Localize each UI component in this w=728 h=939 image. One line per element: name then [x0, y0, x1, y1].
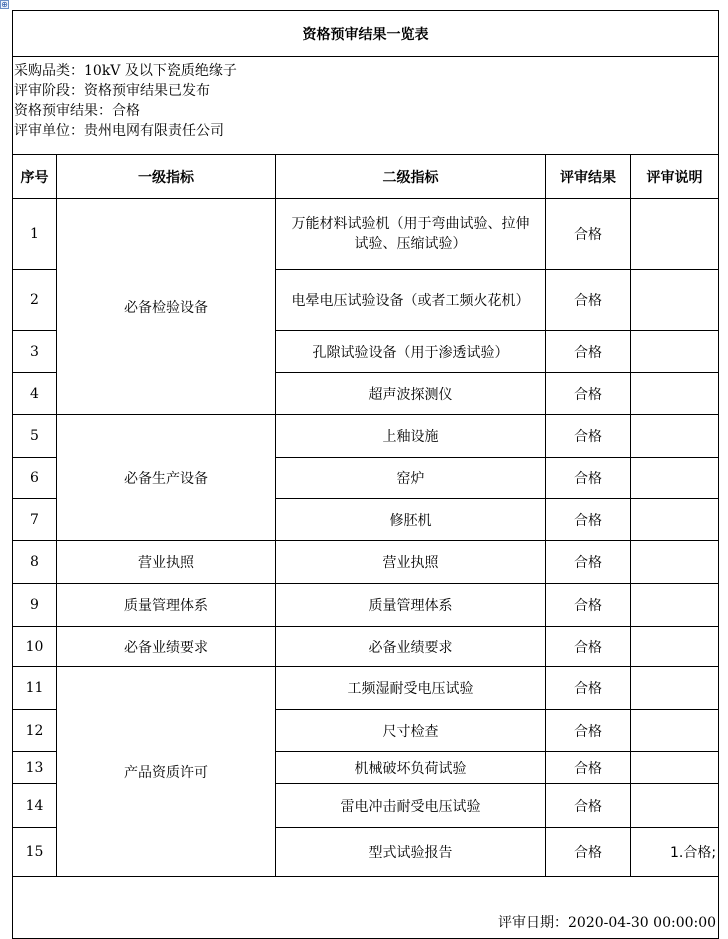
- remark-cell: [631, 584, 719, 627]
- level2-cell: 工频湿耐受电压试验: [276, 667, 546, 710]
- level2-cell: 型式试验报告: [276, 828, 546, 877]
- header-seq: 序号: [13, 155, 57, 199]
- row-seq: 3: [13, 331, 57, 373]
- row-seq: 4: [13, 373, 57, 415]
- result-cell: 合格: [546, 373, 631, 415]
- table-row: [13, 584, 719, 627]
- header-level1: 一级指标: [57, 155, 276, 199]
- level2-cell: 修胚机: [276, 499, 546, 541]
- result-cell: 合格: [546, 627, 631, 667]
- table-row: [13, 541, 719, 584]
- header-level2: 二级指标: [276, 155, 546, 199]
- table-row: [13, 199, 719, 270]
- result-cell: 合格: [546, 752, 631, 784]
- result-cell: 合格: [546, 270, 631, 331]
- result-cell: 合格: [546, 331, 631, 373]
- row-seq: 13: [13, 752, 57, 784]
- row-seq: 5: [13, 415, 57, 458]
- info-category: 采购品类：10kV 及以下瓷质绝缘子: [14, 63, 237, 79]
- remark-cell: [631, 373, 719, 415]
- row-seq: 12: [13, 710, 57, 752]
- remark-cell: [631, 499, 719, 541]
- row-seq: 9: [13, 584, 57, 627]
- row-seq: 6: [13, 458, 57, 499]
- result-cell: 合格: [546, 541, 631, 584]
- prequalification-table: [12, 10, 719, 939]
- info-result: 资格预审结果：合格: [14, 103, 140, 119]
- remark-cell: [631, 415, 719, 458]
- info-unit: 评审单位：贵州电网有限责任公司: [14, 123, 224, 139]
- row-seq: 2: [13, 270, 57, 331]
- level2-cell: 雷电冲击耐受电压试验: [276, 784, 546, 828]
- level1-cell: 营业执照: [57, 541, 276, 584]
- info-block: [13, 57, 719, 155]
- result-cell: 合格: [546, 199, 631, 270]
- result-cell: 合格: [546, 499, 631, 541]
- remark-cell: [631, 541, 719, 584]
- table-row: [13, 667, 719, 710]
- level2-cell: 尺寸检查: [276, 710, 546, 752]
- row-seq: 10: [13, 627, 57, 667]
- level2-cell: 窑炉: [276, 458, 546, 499]
- table-row: [13, 415, 719, 458]
- remark-cell: [631, 667, 719, 710]
- level1-cell: 产品资质许可: [57, 667, 276, 877]
- level2-cell: 超声波探测仪: [276, 373, 546, 415]
- level2-cell: 营业执照: [276, 541, 546, 584]
- level1-cell: 必备检验设备: [57, 199, 276, 415]
- row-seq: 15: [13, 828, 57, 877]
- result-cell: 合格: [546, 710, 631, 752]
- result-cell: 合格: [546, 584, 631, 627]
- level2-cell: 万能材料试验机（用于弯曲试验、拉伸 试验、压缩试验）: [276, 199, 546, 270]
- remark-cell: [631, 199, 719, 270]
- level2-cell: 电晕电压试验设备（或者工频火花机）: [276, 270, 546, 331]
- page-title: 资格预审结果一览表: [13, 11, 719, 57]
- info-stage: 评审阶段：资格预审结果已发布: [14, 83, 210, 99]
- remark-cell: [631, 458, 719, 499]
- remark-cell: [631, 627, 719, 667]
- table-row: [13, 627, 719, 667]
- level2-cell: 机械破坏负荷试验: [276, 752, 546, 784]
- result-cell: 合格: [546, 784, 631, 828]
- row-seq: 7: [13, 499, 57, 541]
- result-cell: 合格: [546, 458, 631, 499]
- remark-cell: [631, 784, 719, 828]
- level2-cell: 质量管理体系: [276, 584, 546, 627]
- level1-cell: 必备生产设备: [57, 415, 276, 541]
- table-anchor-icon[interactable]: ⊕: [1, 0, 8, 9]
- header-remark: 评审说明: [631, 155, 719, 199]
- result-cell: 合格: [546, 415, 631, 458]
- row-seq: 11: [13, 667, 57, 710]
- remark-cell: [631, 710, 719, 752]
- row-seq: 14: [13, 784, 57, 828]
- remark-cell: 1.合格;: [631, 828, 719, 877]
- level1-cell: 必备业绩要求: [57, 627, 276, 667]
- level2-cell: 孔隙试验设备（用于渗透试验）: [276, 331, 546, 373]
- remark-cell: [631, 752, 719, 784]
- row-seq: 8: [13, 541, 57, 584]
- row-seq: 1: [13, 199, 57, 270]
- header-result: 评审结果: [546, 155, 631, 199]
- review-date: 评审日期：2020-04-30 00:00:00: [13, 877, 719, 939]
- remark-cell: [631, 331, 719, 373]
- level1-cell: 质量管理体系: [57, 584, 276, 627]
- result-cell: 合格: [546, 667, 631, 710]
- level2-cell: 必备业绩要求: [276, 627, 546, 667]
- level2-cell: 上釉设施: [276, 415, 546, 458]
- result-cell: 合格: [546, 828, 631, 877]
- remark-cell: [631, 270, 719, 331]
